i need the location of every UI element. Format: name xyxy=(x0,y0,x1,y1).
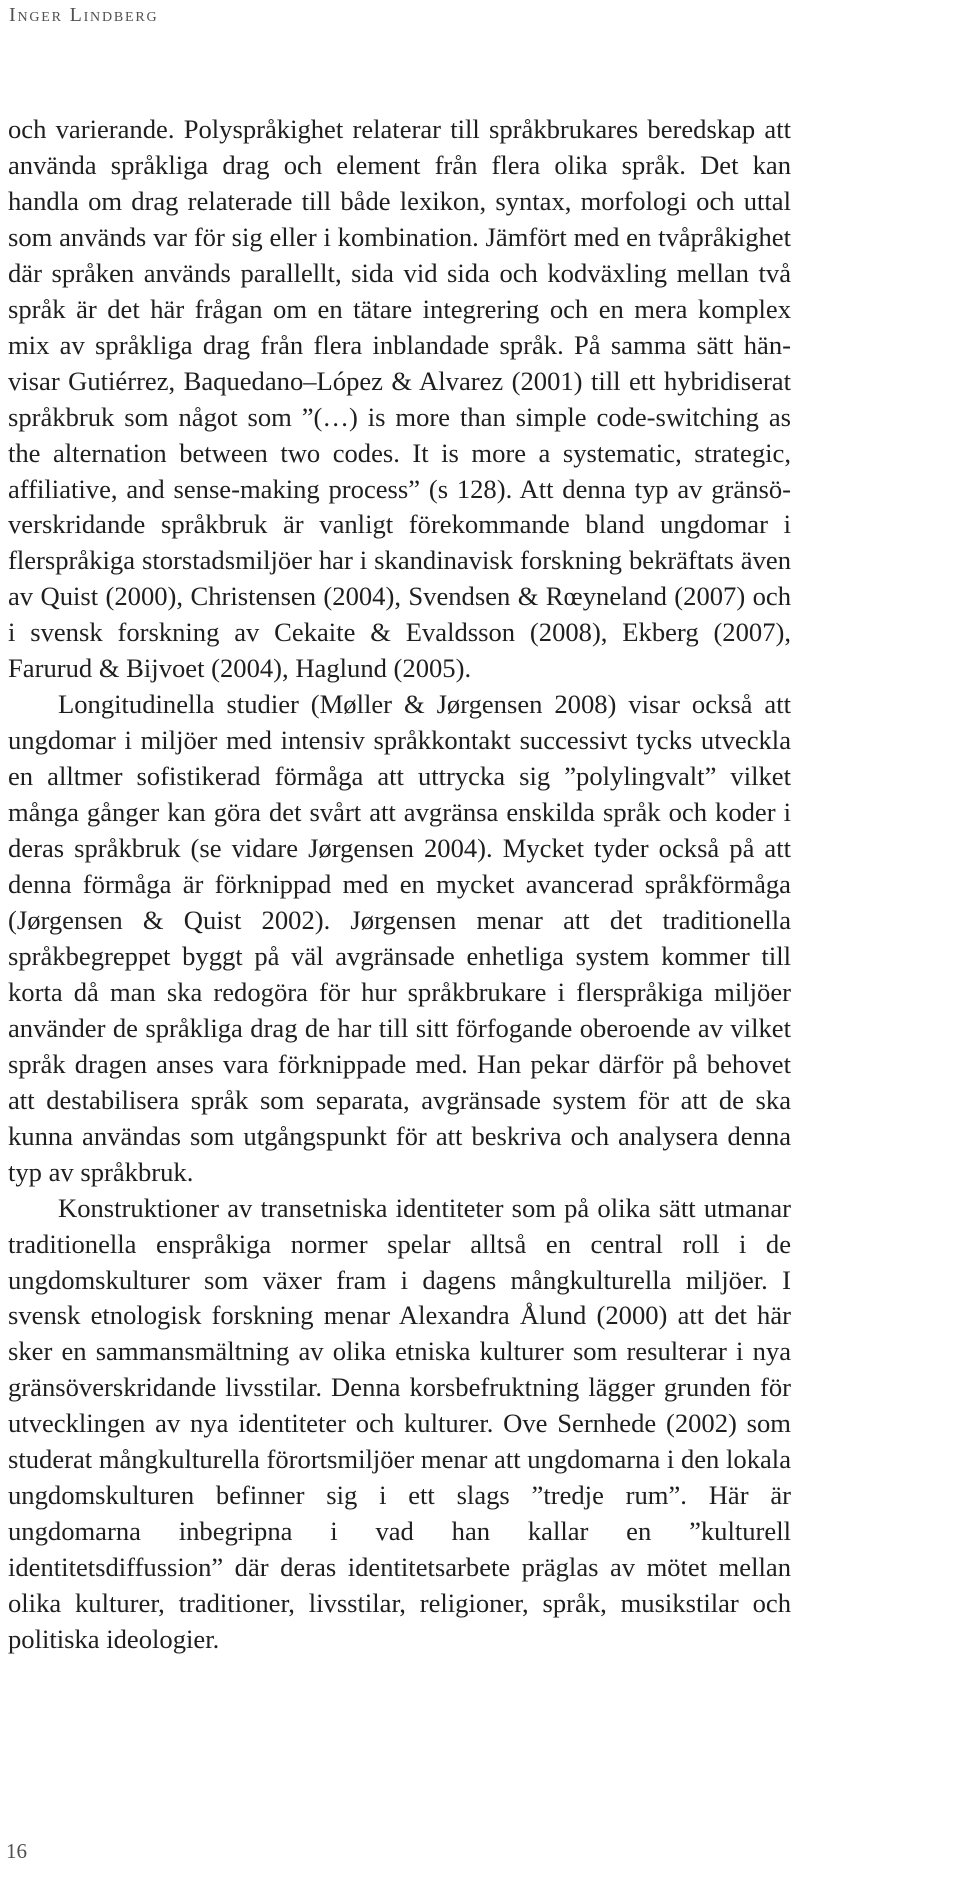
body-text xyxy=(8,112,791,1658)
page-number: 16 xyxy=(6,1839,27,1863)
running-head: Inger Lindberg xyxy=(9,4,159,26)
paragraph: Konstruktioner av transetniska identiteter som på olika sätt utmanar traditionella enspråkiga normer spelar alltså en central roll i de ungdomskulturer som växer fram i dagens mångkulturella miljöer. I svensk etnologisk forskning menar Alexandra Ålund (2000) att det här sker en sammansmältning av olika etniska kulturer som resulterar i nya gränsöverskridande livsstilar. Denna korsbefruktning lägger grunden för utvecklingen av nya identiteter och kulturer. Ove Sernhede (2002) som studerat mångkulturella förortsmiljöer menar att ungdomarna i den lokala ungdomskulturen befinner sig i ett slags ”tredje rum”. Här är ungdomarna inbegripna i vad han kallar en ”kulturell identitetsdiffussion” där deras identitetsarbete präglas av mötet mellan olika kulturer, traditioner, livsstilar, religioner, språk, musikstilar och politiska ideologier. xyxy=(8,1192,791,1655)
paragraph: Longitudinella studier (Møller & Jørgensen 2008) visar också att ungdomar i miljöer med intensiv språkkontakt successivt tycks utveckla en alltmer sofistikerad förmåga att uttrycka sig ”polylingvalt” vilket många gånger kan göra det svårt att avgränsa enskilda språk och koder i deras språkbruk (se vidare Jørgensen 2004). Mycket tyder också på att denna förmåga är förknippad med en mycket avancerad språkförmåga (Jørgensen & Quist 2002). Jørgensen menar att det traditionella språkbegreppet byggt på väl avgränsade enhetliga system kommer till korta då man ska redogöra för hur språkbrukare i flerspråkiga miljöer använder de språkliga drag de har till sitt förfogande oberoende av vilket språk dragen anses vara förknippade med. Han pekar därför på behovet att destabilisera språk som separata, avgränsade system för att de ska kunna användas som utgångspunkt för att beskriva och analysera denna typ av språkbruk. xyxy=(8,689,791,1187)
paragraph: och varierande. Polyspråkighet relaterar till språkbrukares beredskap att använda språkliga drag och element från flera olika språk. Det kan handla om drag relaterade till både lexikon, syntax, morfologi och uttal som används var för sig eller i kombination. Jämfört med en tvåpråkighet där språken används parallellt, sida vid sida och kodväxling mellan två språk är det här frågan om en tätare integrering och en mera komplex mix av språkliga drag från flera inblandade språk. På samma sätt hänvisar Gutiérrez, Baquedano–López & Alvarez (2001) till ett hybridiserat språkbruk som något som ”(…) is more than simple code-switching as the alternation between two codes. It is more a systematic, strategic, affiliative, and sense-making process” (s 128). Att denna typ av gränsöverskridande språkbruk är vanligt förekommande bland ungdomar i flerspråkiga storstadsmiljöer har i skandinavisk forskning bekräftats även av Quist (2000), Christensen (2004), Svendsen & Rœyneland (2007) och i svensk forskning av Cekaite & Evaldsson (2008), Ekberg (2007), Farurud & Bijvoet (2004), Haglund (2005). xyxy=(8,114,791,684)
